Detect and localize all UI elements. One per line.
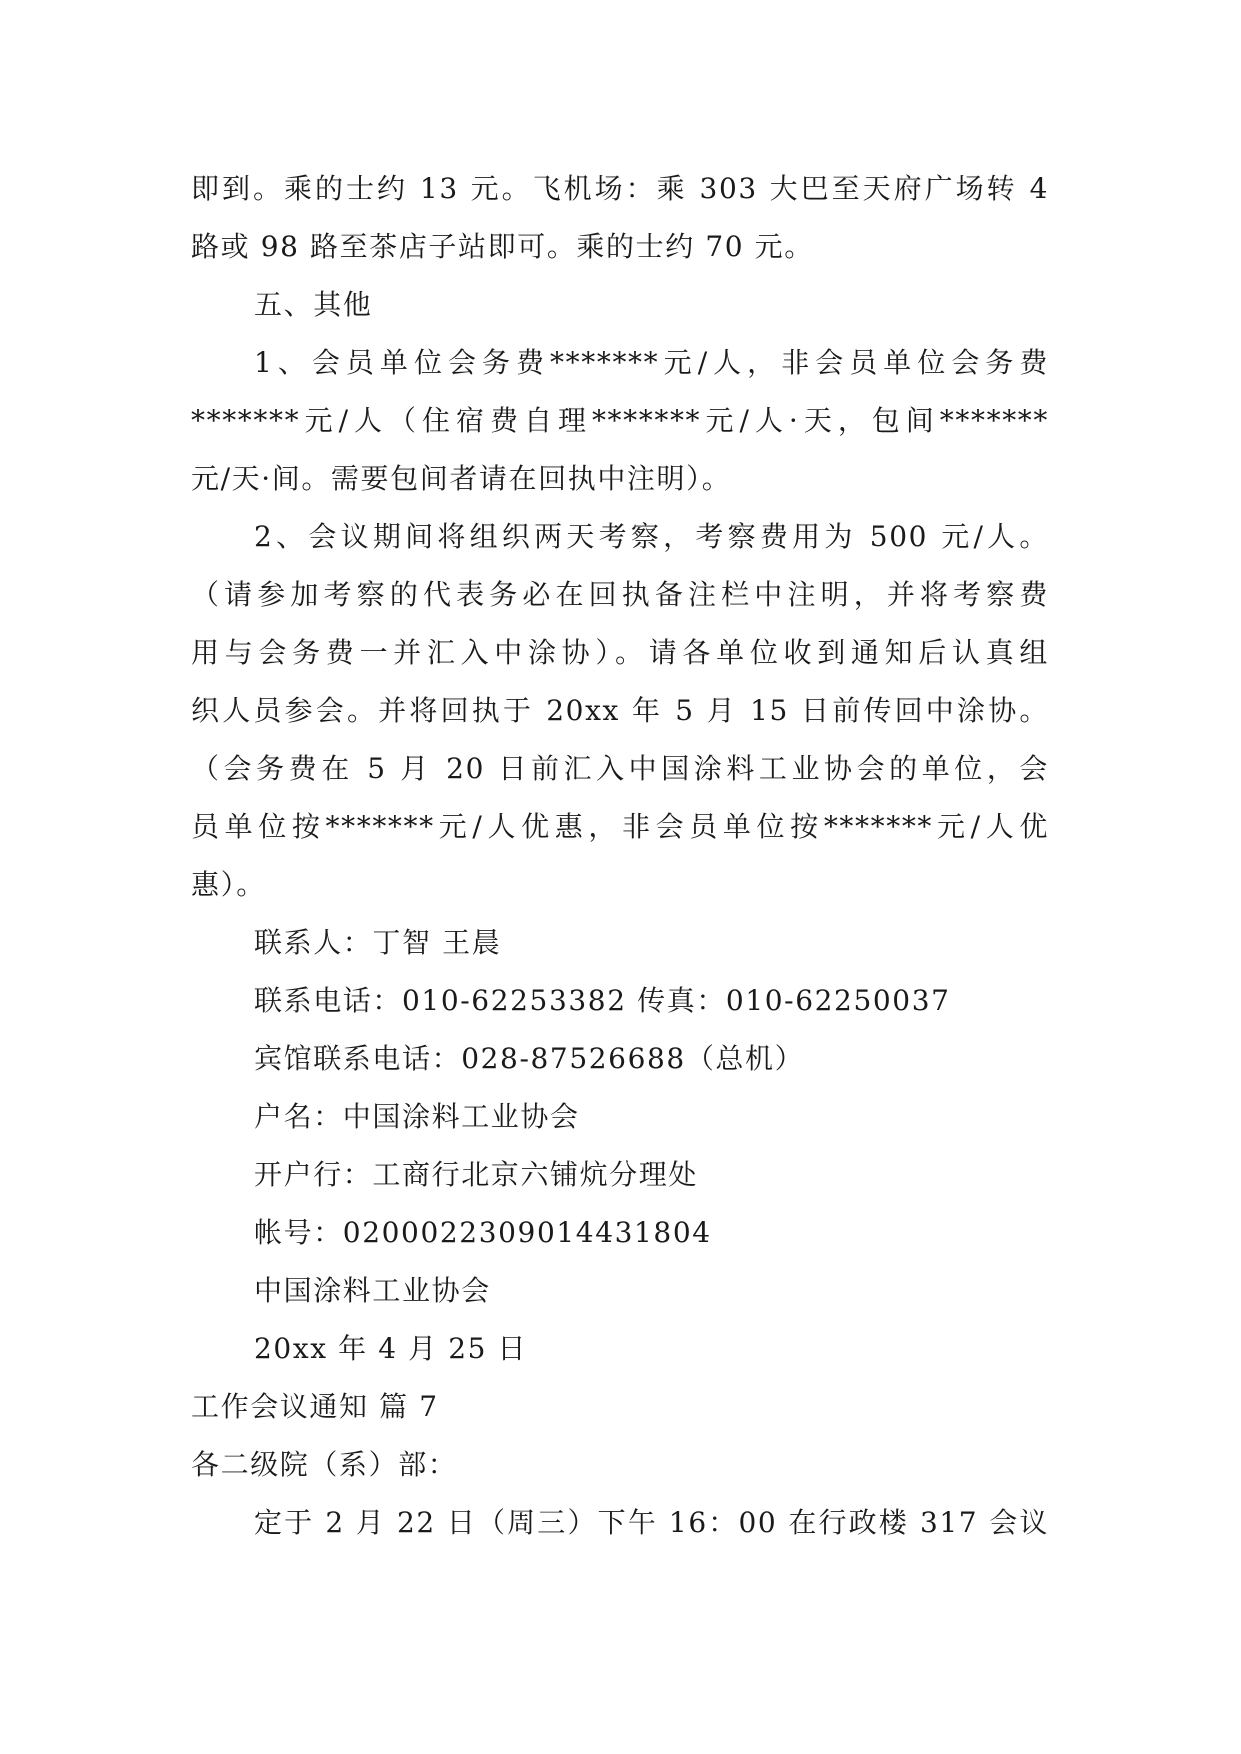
section-heading: 五、其他 bbox=[254, 288, 373, 321]
document-page bbox=[191, 160, 1049, 1552]
signature-date: 20xx 年 4 月 25 日 bbox=[254, 1332, 528, 1365]
hotel-phone: 宾馆联系电话：028-87526688（总机） bbox=[254, 1042, 805, 1075]
salutation: 各二级院（系）部： bbox=[191, 1448, 458, 1481]
body-text-line: 织人员参会。并将回执于 20xx 年 5 月 15 日前传回中涂协。 bbox=[191, 694, 1049, 727]
contact-phone: 联系电话：010-62253382 传真：010-62250037 bbox=[254, 984, 951, 1017]
body-text-line: *******元/人（住宿费自理*******元/人·天，包间******* bbox=[191, 404, 1049, 437]
account-number: 帐号：0200022309014431804 bbox=[254, 1216, 712, 1249]
bank-name: 开户行：工商行北京六铺炕分理处 bbox=[254, 1158, 699, 1191]
body-text-line: 惠）。 bbox=[191, 868, 266, 901]
contact-person: 联系人：丁智 王晨 bbox=[254, 926, 502, 959]
body-text-line: 2、会议期间将组织两天考察，考察费用为 500 元/人。 bbox=[254, 520, 1049, 553]
body-text-line: 员单位按*******元/人优惠，非会员单位按*******元/人优 bbox=[191, 810, 1049, 843]
body-text-line: 1、会员单位会务费*******元/人，非会员单位会务费 bbox=[254, 346, 1049, 379]
body-text-line: 元/天·间。需要包间者请在回执中注明）。 bbox=[191, 462, 732, 495]
body-text-line: 用与会务费一并汇入中涂协）。请各单位收到通知后认真组 bbox=[191, 636, 1049, 669]
signature-organization: 中国涂料工业协会 bbox=[254, 1274, 491, 1307]
account-name: 户名：中国涂料工业协会 bbox=[254, 1100, 580, 1133]
article-heading: 工作会议通知 篇 7 bbox=[191, 1390, 439, 1423]
body-text-line: （请参加考察的代表务必在回执备注栏中注明，并将考察费 bbox=[191, 578, 1049, 611]
body-text-line: 定于 2 月 22 日（周三）下午 16：00 在行政楼 317 会议 bbox=[254, 1506, 1049, 1539]
body-text-line: 即到。乘的士约 13 元。飞机场：乘 303 大巴至天府广场转 4 bbox=[191, 172, 1049, 205]
body-text-line: 路或 98 路至茶店子站即可。乘的士约 70 元。 bbox=[191, 230, 814, 263]
body-text-line: （会务费在 5 月 20 日前汇入中国涂料工业协会的单位，会 bbox=[191, 752, 1049, 785]
